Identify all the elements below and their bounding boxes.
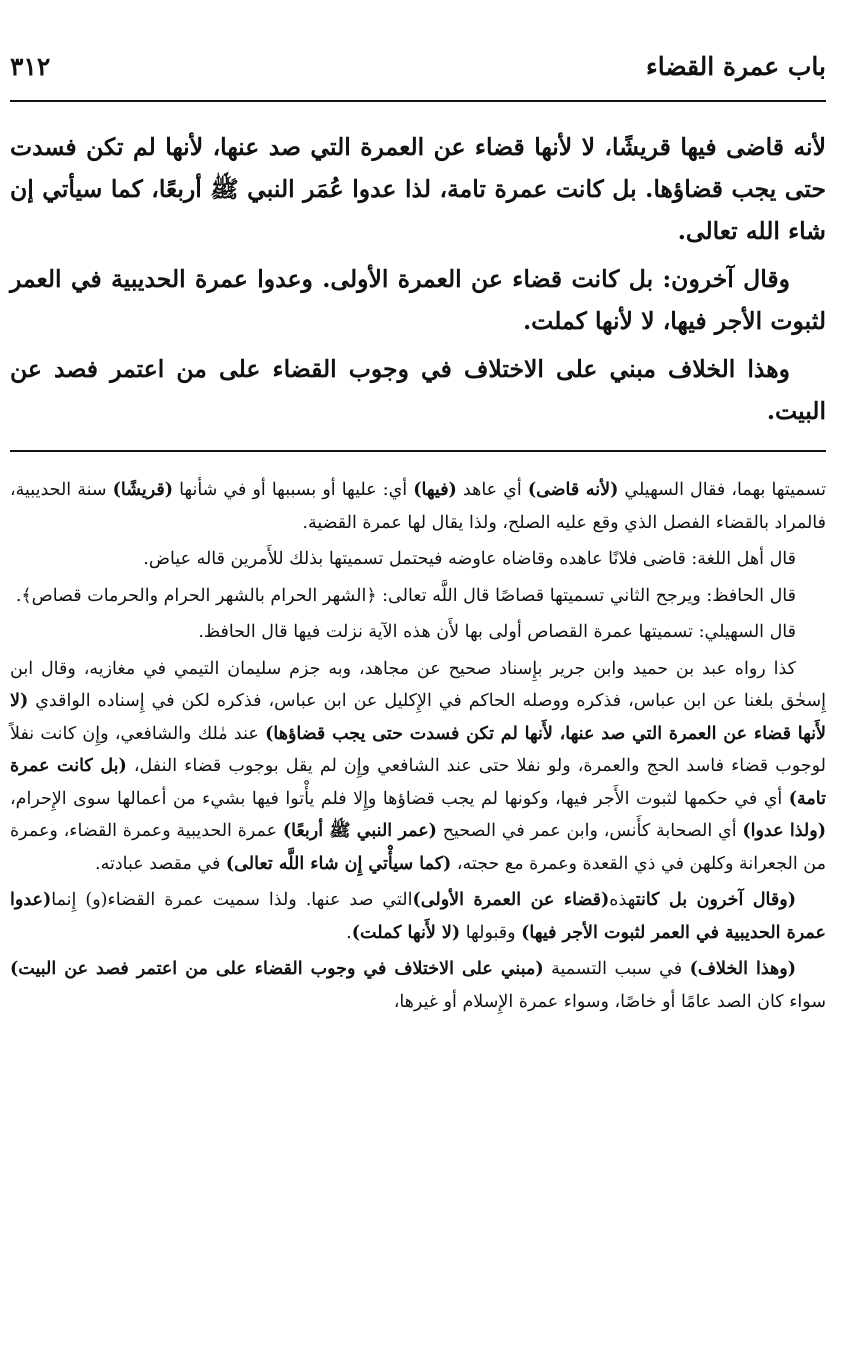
main-paragraph-2: وقال آخرون: بل كانت قضاء عن العمرة الأولى. وعدوا عمرة الحديبية في العمر لثبوت الأجر فيها، لا لأنها كملت. [10, 265, 826, 335]
commentary-run: تسميتها بهما، فقال السهيلي [618, 480, 827, 500]
commentary-divider [10, 450, 826, 452]
running-title: باب عمرة القضاء [645, 52, 826, 81]
commentary-run: عمرة الحديبية وعمرة القضاء، وعمرة من الجعرانة وكلهن في ذي القعدة وعمرة مع حجته، [10, 821, 826, 874]
commentary-run: أي الصحابة كأَنس، وابن عمر في الصحيح [436, 821, 743, 841]
commentary-run: قال السهيلي: تسميتها عمرة القصاص أولى بها لأَن هذه الآية نزلت فيها قال الحافظ. [198, 622, 796, 642]
commentary-paragraph-3 [10, 580, 826, 613]
quoted-phrase: (قضاء عن العمرة الأولى) [412, 890, 610, 910]
quoted-phrase: (لأنه قاضى) [527, 480, 619, 500]
quoted-phrase: (لا لأَنها كملت) [351, 922, 461, 943]
quoted-phrase: (وقال آخرون بل كانت [635, 890, 796, 910]
header-divider [10, 100, 826, 102]
commentary-text [10, 474, 826, 1022]
main-paragraph-1: لأنه قاضى فيها قريشًا، لا لأنها قضاء عن العمرة التي صد عنها، لأنها لم تكن فسدت حتى يجب قضاؤها. بل كانت عمرة تامة، لذا عدوا عُمَر النبي ﷺ أربعًا، كما سيأتي إن شاء الله تعالى. [10, 133, 826, 245]
commentary-run: كذا رواه عبد بن حميد وابن جرير بإِسناد صحيح عن مجاهد، وبه جزم سليمان التيمي في مغازيه، وقال ابن إِسحٰق بلغنا عن ابن عباس، فذكره ووصله الحاكم في الإِكليل عن ابن عباس، فذكره لكن في إِسناده الواقدي [10, 658, 826, 711]
quoted-phrase: (كما سيأْتي إِن شاء اللَّه تعالى) [225, 853, 452, 874]
commentary-paragraph-4 [10, 616, 826, 649]
quoted-phrase: (ولذا عدوا) [742, 821, 826, 841]
quoted-phrase: (بل كانت عمرة تامة) [10, 756, 826, 809]
commentary-run: في مقصد عبادته. [95, 853, 226, 874]
commentary-run: هذه [609, 890, 636, 910]
quoted-phrase: (قريشًا) [112, 480, 174, 500]
commentary-run: أي عاهد [456, 480, 528, 500]
page-header [10, 52, 826, 96]
main-text [10, 126, 826, 438]
quoted-phrase: (مبني على الاختلاف في وجوب القضاء على من اعتمر فصد عن البيت) [10, 959, 544, 979]
quoted-phrase: (عدوا عمرة الحديبية في العمر لثبوت الأجر فيها) [10, 890, 826, 943]
commentary-run: قال أهل اللغة: قاضى فلانًا عاهده وقاضاه عاوضه فيحتمل تسميتها بذلك للأَمرين قاله عياض. [143, 549, 796, 569]
commentary-run: سواء كان الصد عامًا أو خاصًا، وسواء عمرة الإِسلام أو غيرها، [393, 991, 826, 1012]
quoted-phrase: (لا لأَنها قضاء عن العمرة التي صد عنها، لأَنها لم تكن فسدت حتى يجب قضاؤها) [10, 691, 826, 744]
quoted-phrase: (فيها) [413, 480, 457, 500]
commentary-run: عند مٰلك والشافعي، وإِن كانت نفلاً لوجوب قضاء فاسد الحج والعمرة، ولو نفلا حتى عند الشافعي وإِن لم يقل بوجوب قضاء النفل، [10, 723, 826, 776]
commentary-run: . [346, 922, 352, 943]
commentary-paragraph-5 [10, 653, 826, 881]
commentary-run: التي صد عنها. ولذا سميت عمرة القضاء(و) إِنما [51, 890, 413, 910]
main-paragraph-3: وهذا الخلاف مبني على الاختلاف في وجوب القضاء على من اعتمر فصد عن البيت. [10, 355, 826, 425]
quoted-phrase: (عمر النبي ﷺ أربعًا) [282, 821, 437, 841]
commentary-run: وقبولها [460, 922, 522, 943]
page-number: ٣١٢ [10, 52, 51, 81]
quoted-phrase: (وهذا الخلاف) [689, 959, 796, 979]
commentary-paragraph-7 [10, 953, 826, 1018]
commentary-run: قال الحافظ: ويرجح الثاني تسميتها قصاصًا قال اللَّه تعالى: ﴿الشهر الحرام بالشهر الحرام والحرمات قصاص﴾. [15, 585, 796, 606]
commentary-paragraph-2 [10, 543, 826, 576]
commentary-paragraph-1 [10, 474, 826, 539]
commentary-paragraph-6 [10, 884, 826, 949]
commentary-run: أي: عليها أو بسببها أو في شأنها [173, 480, 414, 500]
commentary-run: سنة الحديبية، فالمراد بالقضاء الفصل الذي وقع عليه الصلح، ولذا يقال لها عمرة القضية. [10, 480, 826, 533]
commentary-run: أي في حكمها لثبوت الأَجر فيها، وكونها لم يجب قضاؤها وإِلا فلم يأْتوا فيها بشيء من أعمالها سوى الإِحرام، [10, 788, 789, 809]
commentary-run: في سبب التسمية [543, 959, 690, 979]
